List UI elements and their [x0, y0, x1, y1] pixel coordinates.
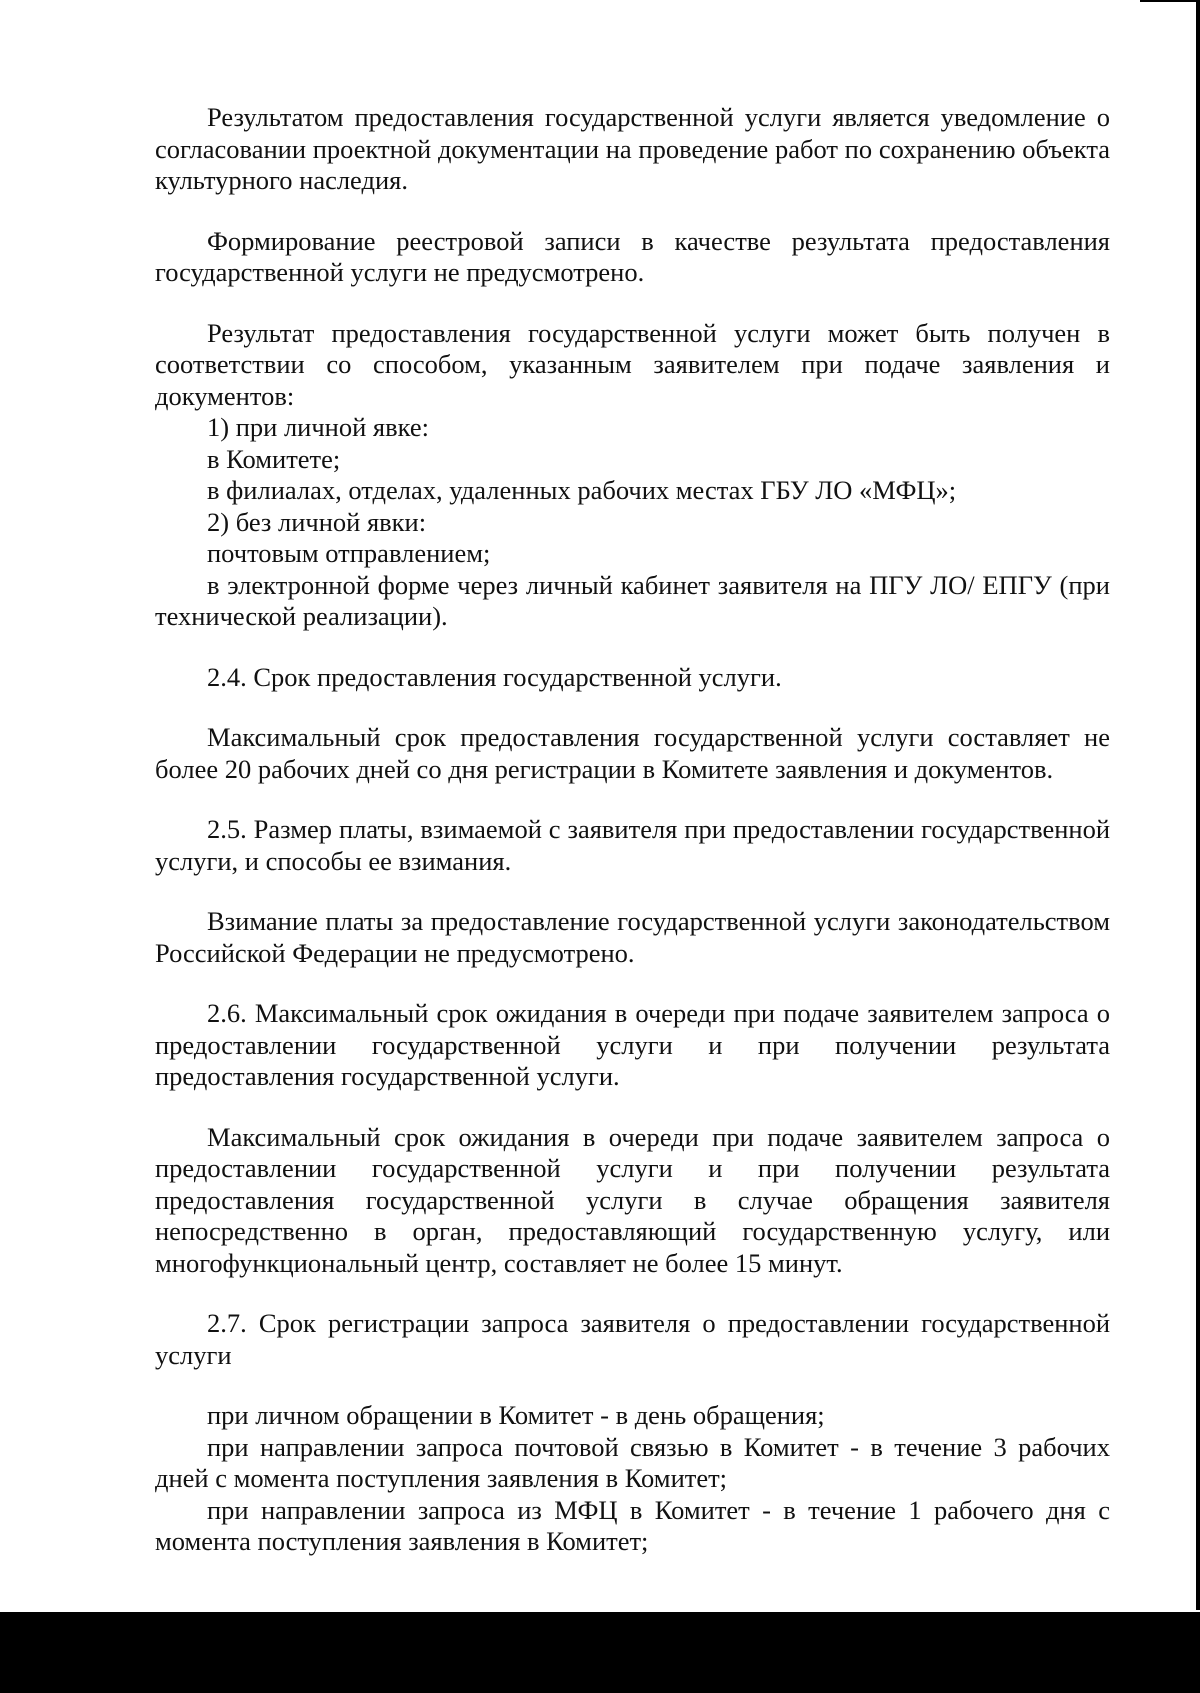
- section-2-6-text: Максимальный срок ожидания в очереди при подаче заявителем запроса о предоставлении государственной услуги и при получении результата предоставления государственной услуги в случае обращения заявителя непосредственно в орган, предоставляющий государственную услугу, или многофункциональный центр, составляет не более 15 минут.: [155, 1121, 1110, 1278]
- list-item: 2) без личной явки:: [207, 506, 427, 537]
- section-2-5-heading: 2.5. Размер платы, взимаемой с заявителя при предоставлении государственной услуги, и способы ее взимания.: [155, 814, 1110, 876]
- scan-edge-right: [1196, 0, 1200, 1610]
- list-item: при направлении запроса почтовой связью в Комитет - в течение 3 рабочих дней с момента поступления заявления в Комитет;: [155, 1431, 1110, 1493]
- list-item: в Комитете;: [207, 443, 341, 474]
- section-2-4-heading: 2.4. Срок предоставления государственной услуги.: [207, 661, 782, 692]
- list-item: почтовым отправлением;: [207, 538, 491, 568]
- section-2-6-heading: 2.6. Максимальный срок ожидания в очереди при подаче заявителем запроса о предоставлении государственной услуги и при получении результата предоставления государственной услуги.: [155, 998, 1110, 1091]
- section-2-5-text: Взимание платы за предоставление государственной услуги законодательством Российской Федерации не предусмотрено.: [155, 906, 1110, 968]
- document-body: [155, 102, 1110, 1558]
- scan-edge-top: [1140, 0, 1200, 2]
- list-item: при личном обращении в Комитет - в день обращения;: [207, 1400, 825, 1430]
- paragraph-result: Результатом предоставления государственной услуги является уведомление о согласовании проектной документации на проведение работ по сохранению объекта культурного наследия.: [155, 102, 1110, 195]
- section-2-7-heading: 2.7. Срок регистрации запроса заявителя о предоставлении государственной услуги: [155, 1308, 1110, 1370]
- paragraph-result-delivery: Результат предоставления государственной услуги может быть получен в соответствии со способом, указанным заявителем при подаче заявления и документов:: [155, 317, 1110, 411]
- list-item: 1) при личной явке:: [207, 412, 429, 442]
- paragraph-registry-record: Формирование реестровой записи в качестве результата предоставления государственной услуги не предусмотрено.: [155, 225, 1110, 287]
- section-2-4-text: Максимальный срок предоставления государственной услуги составляет не более 20 рабочих дней со дня регистрации в Комитете заявления и документов.: [155, 722, 1110, 784]
- scan-edge-bottom: [0, 1612, 1200, 1693]
- list-item: при направлении запроса из МФЦ в Комитет - в течение 1 рабочего дня с момента поступления заявления в Комитет;: [155, 1494, 1110, 1556]
- list-item: в электронной форме через личный кабинет заявителя на ПГУ ЛО/ ЕПГУ (при технической реализации).: [155, 569, 1110, 631]
- list-item: в филиалах, отделах, удаленных рабочих местах ГБУ ЛО «МФЦ»;: [207, 475, 957, 505]
